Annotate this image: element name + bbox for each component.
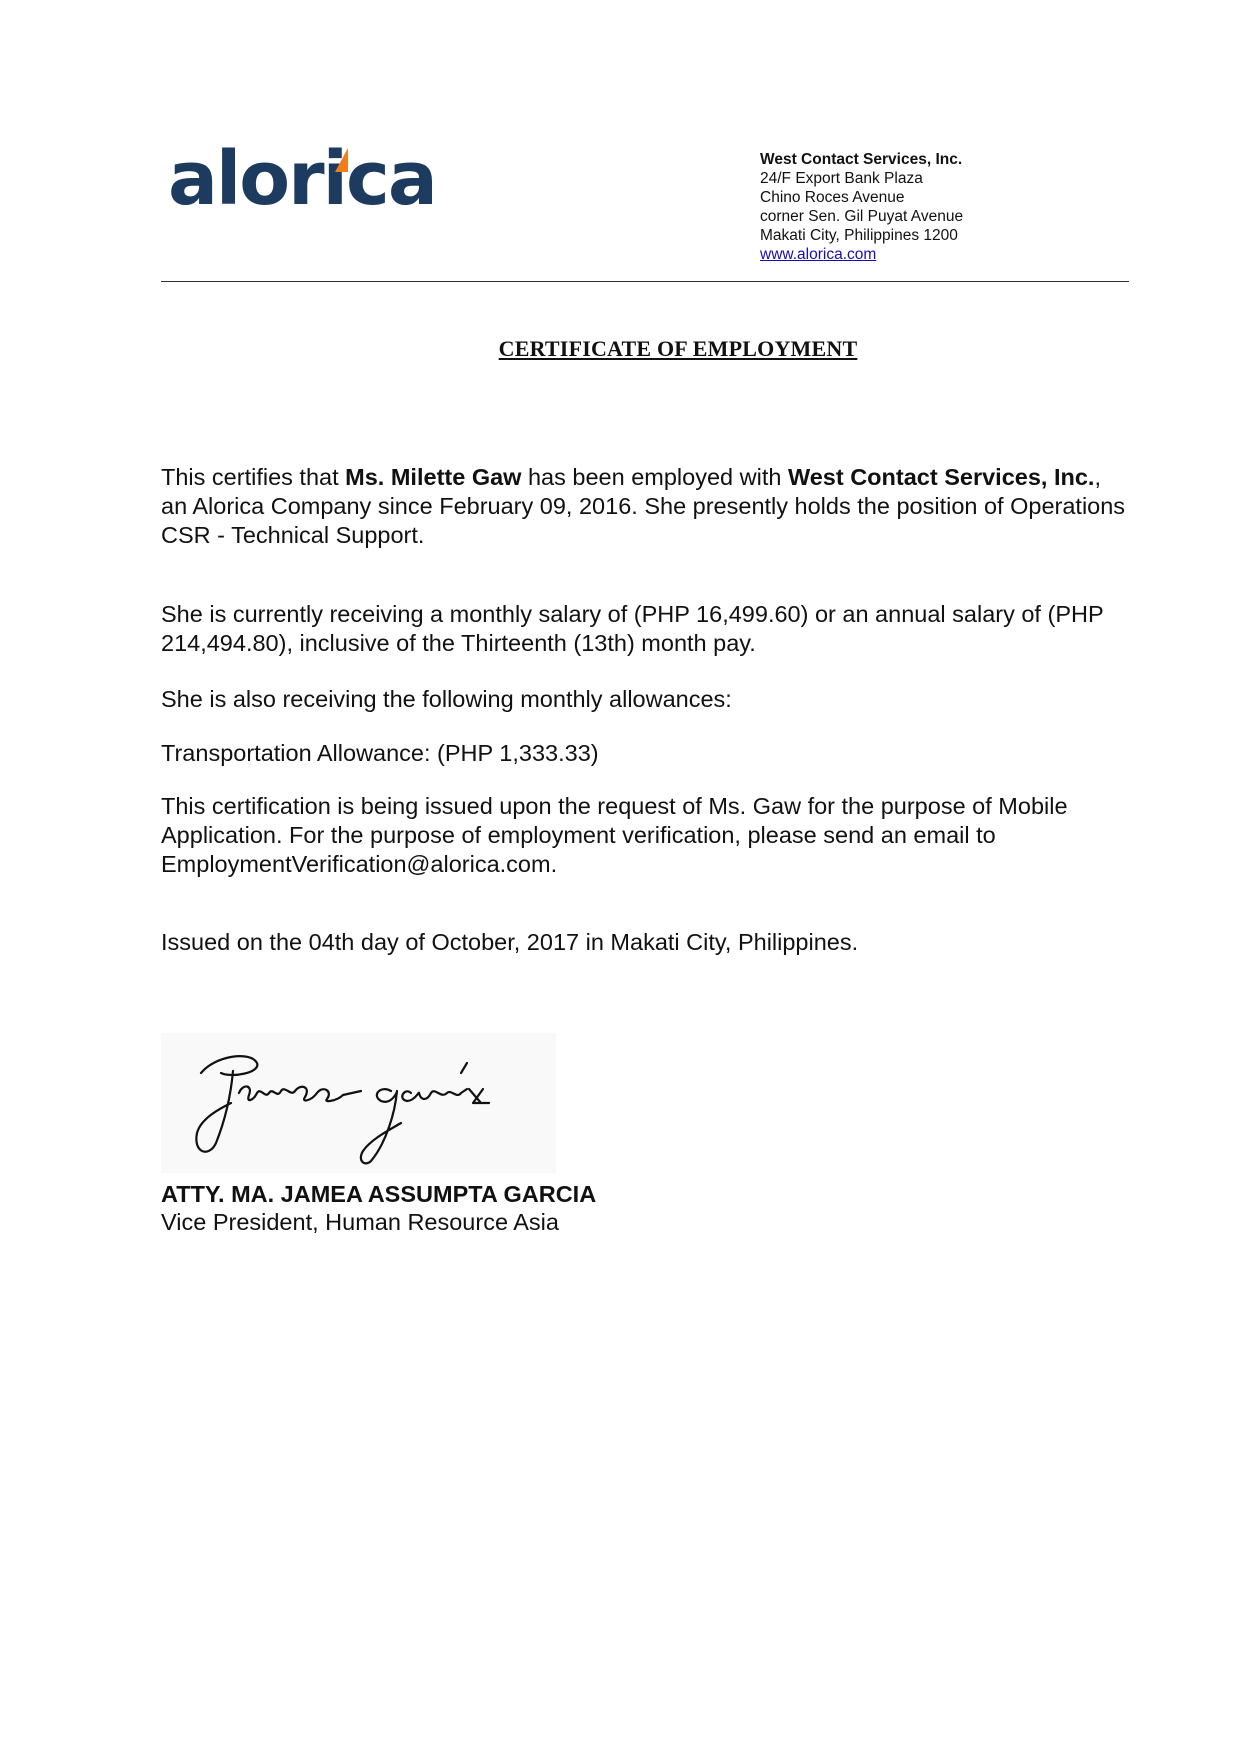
document-title: CERTIFICATE OF EMPLOYMENT xyxy=(498,336,858,361)
transportation-allowance: Transportation Allowance: (PHP 1,333.33) xyxy=(161,740,599,766)
signature-scribble xyxy=(161,1033,556,1173)
purpose-paragraph: This certification is being issued upon the request of Ms. Gaw for the purpose of Mobile Application. For the purpose of employment verification, please send an email to EmploymentVerification@alorica.com. xyxy=(161,793,1068,877)
signatory-title: Vice President, Human Resource Asia xyxy=(161,1209,559,1235)
employer-name: West Contact Services, Inc. xyxy=(787,464,1095,490)
header-divider xyxy=(161,281,1129,282)
p1-text-2: has been employed with xyxy=(521,464,788,490)
salary-paragraph: She is currently receiving a monthly salary of (PHP 16,499.60) or an annual salary of (PHP 214,494.80), inclusive of the Thirteenth (13th) month pay. xyxy=(161,601,1104,656)
logo-accent-shape xyxy=(335,148,348,172)
logo-text: alorica xyxy=(168,136,436,222)
address-company: West Contact Services, Inc. xyxy=(760,151,963,168)
signature-image xyxy=(161,1033,556,1173)
address-line-2: Chino Roces Avenue xyxy=(760,189,905,206)
address-line-4: Makati City, Philippines 1200 xyxy=(760,227,958,244)
address-line-3: corner Sen. Gil Puyat Avenue xyxy=(760,208,964,225)
employee-name: Ms. Milette Gaw xyxy=(345,464,522,490)
address-line-1: 24/F Export Bank Plaza xyxy=(760,170,923,187)
p1-text-1: This certifies that xyxy=(161,464,346,490)
allowances-intro: She is also receiving the following monthly allowances: xyxy=(161,686,732,712)
company-address xyxy=(760,150,963,264)
company-logo xyxy=(168,136,468,242)
signatory-name: ATTY. MA. JAMEA ASSUMPTA GARCIA xyxy=(161,1181,597,1207)
issued-paragraph: Issued on the 04th day of October, 2017 in Makati City, Philippines. xyxy=(161,929,859,955)
p1-text-3: , an Alorica Company since February 09, 2016. She presently holds the position of Operations CSR - Technical Support. xyxy=(161,464,1126,548)
website-link[interactable]: www.alorica.com xyxy=(760,246,877,263)
employment-paragraph xyxy=(161,463,1126,550)
